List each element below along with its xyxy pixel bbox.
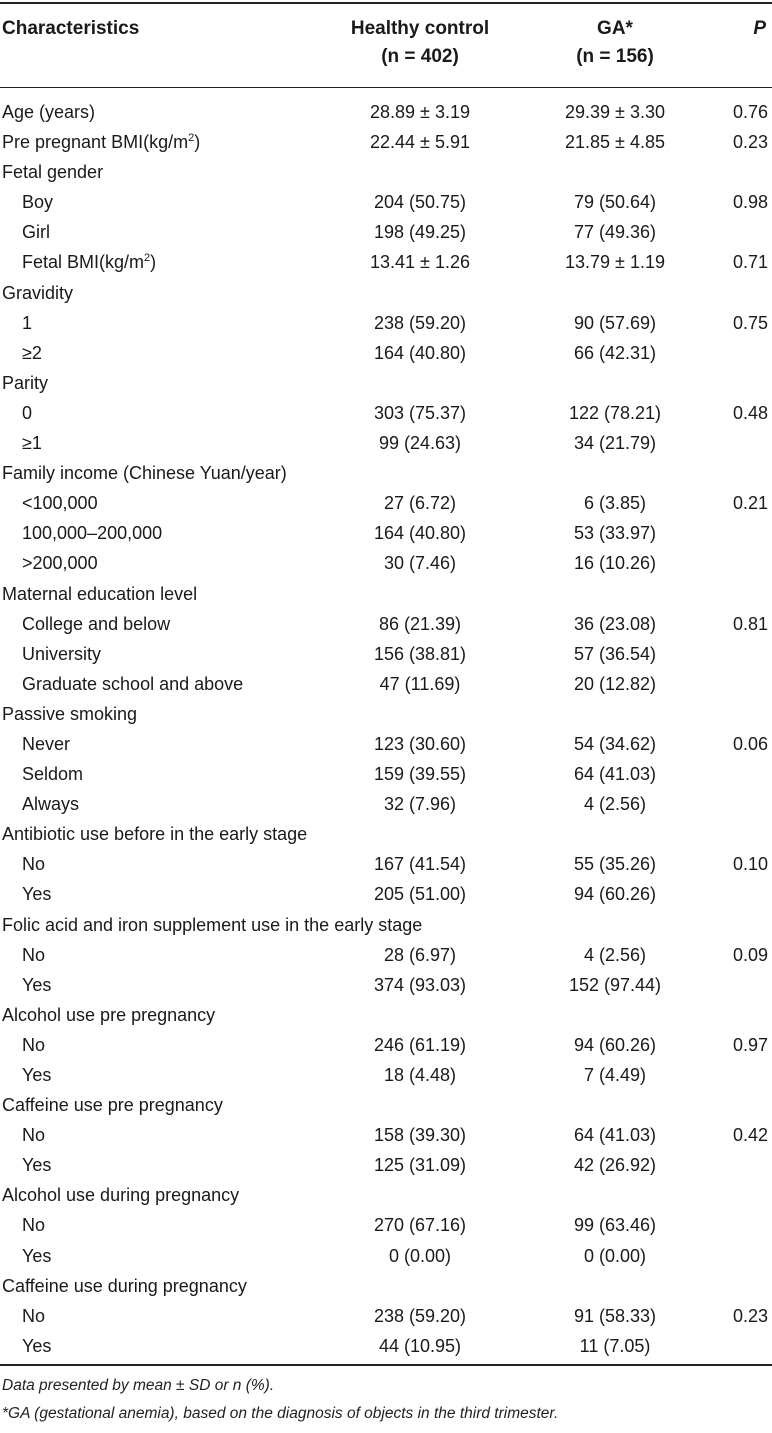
- row-label: [2, 1271, 247, 1301]
- ga-value: 91 (58.33): [573, 1305, 657, 1326]
- table-row: [0, 789, 772, 819]
- row-label-text: ≥2: [22, 342, 42, 363]
- row-label-text: No: [22, 1034, 46, 1055]
- row-label-text: Yes: [22, 1335, 52, 1356]
- healthy-control-value: 303 (75.37): [373, 402, 467, 423]
- row-label-text: 100,000–200,000: [22, 523, 163, 544]
- table-row: [0, 1150, 772, 1180]
- ga-value: 11 (7.05): [579, 1335, 651, 1356]
- row-label: [2, 368, 48, 398]
- healthy-control-value: 158 (39.30): [373, 1125, 467, 1146]
- row-label-text: Gravidity: [2, 282, 74, 303]
- row-label: [22, 217, 50, 247]
- healthy-control-value: 156 (38.81): [373, 643, 467, 664]
- row-label: [22, 308, 32, 338]
- row-label: [22, 639, 101, 669]
- table-row-category: [0, 699, 772, 729]
- ga-value: 13.79 ± 1.19: [565, 252, 665, 273]
- table-row-category: [0, 1271, 772, 1301]
- ga-value: 0 (0.00): [583, 1245, 647, 1266]
- healthy-control-value: 28 (6.97): [383, 944, 457, 965]
- table-row: [0, 1030, 772, 1060]
- row-label-text: Girl: [22, 222, 50, 243]
- row-label: [22, 879, 51, 909]
- table-body: [0, 97, 772, 1361]
- table-row: [0, 548, 772, 578]
- healthy-control-value: 164 (40.80): [373, 342, 467, 363]
- row-label-text: College and below: [22, 613, 171, 634]
- row-label: [2, 127, 200, 157]
- row-label: [22, 789, 79, 819]
- top-rule: [0, 2, 772, 4]
- ga-value: 42 (26.92): [573, 1155, 657, 1176]
- row-label-text: Boy: [22, 192, 54, 213]
- row-label: [22, 1241, 51, 1271]
- p-value: 0.21: [732, 493, 768, 514]
- table-notes: [2, 1372, 770, 1428]
- table-row-category: [0, 819, 772, 849]
- row-label: [2, 910, 422, 940]
- row-label: [22, 548, 98, 578]
- row-label: [22, 488, 98, 518]
- row-label: [22, 669, 243, 699]
- ga-value: 34 (21.79): [573, 433, 657, 454]
- ga-value: 4 (2.56): [583, 794, 647, 815]
- ga-value: 152 (97.44): [568, 974, 662, 995]
- row-label-text: Age (years): [2, 102, 96, 122]
- healthy-control-value: 27 (6.72): [383, 493, 457, 514]
- row-label: [22, 1331, 51, 1361]
- row-label: [22, 338, 42, 368]
- healthy-control-value: 159 (39.55): [373, 764, 467, 785]
- row-label-text: Maternal education level: [2, 583, 198, 604]
- healthy-control-value: 18 (4.48): [383, 1065, 457, 1085]
- p-value: 0.81: [732, 613, 768, 634]
- p-value: 0.48: [732, 402, 768, 423]
- row-label-text: Always: [22, 794, 80, 815]
- p-value: 0.10: [732, 854, 768, 875]
- bottom-rule: [0, 1364, 772, 1366]
- table-row: [0, 1210, 772, 1240]
- healthy-control-value: 22.44 ± 5.91: [370, 132, 470, 153]
- row-label: [22, 849, 45, 879]
- row-label-suffix: ): [150, 252, 157, 273]
- row-label-text: No: [22, 1305, 46, 1326]
- healthy-control-value: 47 (11.69): [379, 673, 461, 694]
- ga-value: 20 (12.82): [573, 673, 657, 694]
- ga-value: 36 (23.08): [573, 613, 657, 634]
- row-label: [22, 428, 42, 458]
- table-row: [0, 849, 772, 879]
- row-label: [2, 1180, 239, 1210]
- table-row-category: [0, 579, 772, 609]
- table-row: [0, 970, 772, 1000]
- ga-value: 77 (49.36): [573, 222, 657, 243]
- row-label: [22, 1060, 51, 1090]
- row-label-text: Alcohol use during pregnancy: [2, 1185, 240, 1206]
- table-row: [0, 428, 772, 458]
- row-label-text: No: [22, 944, 46, 965]
- row-label: [22, 1301, 45, 1331]
- table-row: [0, 187, 772, 217]
- row-label-text: Fetal BMI(kg/m: [22, 252, 145, 273]
- ga-value: 55 (35.26): [573, 854, 657, 875]
- healthy-control-value: 28.89 ± 3.19: [370, 102, 470, 122]
- row-label-text: No: [22, 1125, 46, 1146]
- table-row: [0, 879, 772, 909]
- table-row: [0, 729, 772, 759]
- healthy-control-value: 123 (30.60): [373, 733, 467, 754]
- ga-value: 64 (41.03): [573, 764, 657, 785]
- table-row: [0, 940, 772, 970]
- row-label-suffix: ): [194, 132, 201, 153]
- row-label: [22, 940, 45, 970]
- row-label-text: 0: [22, 402, 33, 423]
- header-ga: [540, 15, 690, 71]
- row-label-text: Antibiotic use before in the early stage: [2, 824, 308, 845]
- healthy-control-value: 167 (41.54): [373, 854, 467, 875]
- healthy-control-value: 44 (10.95): [378, 1335, 462, 1356]
- ga-value: 53 (33.97): [573, 523, 657, 544]
- p-value: 0.09: [732, 944, 768, 965]
- row-label-text: Passive smoking: [2, 703, 138, 724]
- p-value: 0.23: [732, 132, 768, 153]
- table-row: [0, 247, 772, 277]
- ga-value: 54 (34.62): [573, 733, 657, 754]
- table-row: [0, 518, 772, 548]
- healthy-control-value: 0 (0.00): [388, 1245, 452, 1266]
- table-row-category: [0, 458, 772, 488]
- row-label: [2, 699, 137, 729]
- row-label: [2, 278, 73, 308]
- table-row: [0, 1060, 772, 1090]
- row-label-text: Caffeine use during pregnancy: [2, 1275, 247, 1296]
- table-row: [0, 308, 772, 338]
- row-label-text: Yes: [22, 974, 52, 995]
- table-row: [0, 398, 772, 428]
- ga-value: 94 (60.26): [573, 884, 657, 905]
- table-row: [0, 1241, 772, 1271]
- healthy-control-value: 32 (7.96): [383, 794, 457, 815]
- header-characteristics: Characteristics: [2, 18, 140, 39]
- row-label: [22, 1120, 45, 1150]
- p-value: 0.97: [732, 1034, 768, 1055]
- ga-value: 94 (60.26): [573, 1034, 657, 1055]
- p-value: 0.06: [732, 733, 768, 754]
- table-row-category: [0, 1090, 772, 1120]
- table-row-category: [0, 157, 772, 187]
- row-label-text: Yes: [22, 884, 52, 905]
- table-header: [0, 12, 772, 82]
- ga-value: 66 (42.31): [573, 342, 657, 363]
- row-label-text: Alcohol use pre pregnancy: [2, 1004, 216, 1025]
- table-row-category: [0, 910, 772, 940]
- healthy-control-value: 238 (59.20): [373, 312, 467, 333]
- healthy-control-value: 270 (67.16): [373, 1215, 467, 1236]
- header-healthy-control-n: (n = 402): [381, 46, 459, 67]
- ga-value: 99 (63.46): [573, 1215, 657, 1236]
- p-value: 0.23: [732, 1305, 768, 1326]
- row-label: [22, 729, 70, 759]
- row-label-superscript: 2: [188, 132, 195, 145]
- row-label: [22, 1030, 45, 1060]
- table-row: [0, 338, 772, 368]
- header-healthy-control-label: Healthy control: [350, 18, 490, 39]
- table-row: [0, 759, 772, 789]
- row-label-text: 1: [22, 312, 33, 333]
- row-label-text: <100,000: [22, 493, 98, 514]
- row-label-text: ≥1: [22, 433, 42, 454]
- row-label: [2, 458, 287, 488]
- ga-value: 90 (57.69): [573, 312, 657, 333]
- table-row-category: [0, 368, 772, 398]
- table-row: [0, 609, 772, 639]
- healthy-control-value: 374 (93.03): [373, 974, 467, 995]
- header-p: P: [753, 18, 766, 39]
- note-ga-definition: *GA (gestational anemia), based on the diagnosis of objects in the third trimester.: [2, 1405, 559, 1422]
- row-label-text: Folic acid and iron supplement use in the early stage: [2, 914, 423, 935]
- p-value: 0.76: [732, 102, 768, 122]
- p-value: 0.71: [732, 252, 768, 273]
- note-data-presented: Data presented by mean ± SD or n (%).: [2, 1377, 275, 1394]
- row-label-superscript: 2: [144, 252, 151, 265]
- ga-value: 79 (50.64): [573, 192, 657, 213]
- row-label: [22, 759, 83, 789]
- row-label-text: Yes: [22, 1065, 52, 1085]
- row-label: [22, 187, 53, 217]
- healthy-control-value: 164 (40.80): [373, 523, 467, 544]
- header-healthy-control: [310, 15, 530, 71]
- healthy-control-value: 198 (49.25): [373, 222, 467, 243]
- row-label: [22, 1150, 51, 1180]
- healthy-control-value: 204 (50.75): [373, 192, 467, 213]
- table-row-category: [0, 1000, 772, 1030]
- row-label-text: Parity: [2, 372, 49, 393]
- header-rule: [0, 87, 772, 88]
- row-label-text: >200,000: [22, 553, 98, 574]
- row-label-text: Family income (Chinese Yuan/year): [2, 463, 287, 484]
- row-label-text: Fetal gender: [2, 162, 104, 183]
- row-label-text: University: [22, 643, 102, 664]
- healthy-control-value: 13.41 ± 1.26: [370, 252, 470, 273]
- row-label: [2, 97, 95, 127]
- table-row: [0, 639, 772, 669]
- row-label-text: No: [22, 854, 46, 875]
- ga-value: 64 (41.03): [573, 1125, 657, 1146]
- table-row-category: [0, 1180, 772, 1210]
- ga-value: 122 (78.21): [568, 402, 662, 423]
- header-ga-label: GA*: [597, 18, 633, 39]
- row-label-text: Yes: [22, 1155, 52, 1176]
- healthy-control-value: 205 (51.00): [373, 884, 467, 905]
- row-label: [2, 157, 103, 187]
- row-label: [22, 518, 162, 548]
- row-label: [22, 398, 32, 428]
- row-label-text: Seldom: [22, 764, 84, 785]
- table-row: [0, 488, 772, 518]
- p-value: 0.98: [732, 192, 768, 213]
- row-label: [22, 247, 156, 277]
- row-label-text: No: [22, 1215, 46, 1236]
- table-row: [0, 669, 772, 699]
- ga-value: 57 (36.54): [573, 643, 657, 664]
- healthy-control-value: 246 (61.19): [373, 1034, 467, 1055]
- healthy-control-value: 86 (21.39): [378, 613, 462, 634]
- table-row: [0, 1120, 772, 1150]
- row-label: [22, 609, 170, 639]
- table-row-category: [0, 127, 772, 157]
- ga-value: 21.85 ± 4.85: [565, 132, 665, 153]
- ga-value: 16 (10.26): [573, 553, 657, 574]
- table-row-category: [0, 97, 772, 127]
- healthy-control-value: 125 (31.09): [373, 1155, 467, 1176]
- ga-value: 6 (3.85): [583, 493, 647, 514]
- row-label: [2, 579, 197, 609]
- row-label-text: Caffeine use pre pregnancy: [2, 1095, 223, 1116]
- row-label: [2, 819, 307, 849]
- ga-value: 29.39 ± 3.30: [565, 102, 665, 122]
- healthy-control-value: 99 (24.63): [378, 433, 462, 454]
- row-label-text: Pre pregnant BMI(kg/m: [2, 132, 189, 153]
- row-label: [22, 1210, 45, 1240]
- table-row: [0, 1301, 772, 1331]
- ga-value: 4 (2.56): [583, 944, 647, 965]
- table-row: [0, 1331, 772, 1361]
- header-ga-n: (n = 156): [576, 46, 654, 67]
- row-label-text: Graduate school and above: [22, 673, 244, 694]
- row-label-text: Yes: [22, 1245, 52, 1266]
- healthy-control-value: 30 (7.46): [383, 553, 457, 574]
- row-label: [2, 1090, 223, 1120]
- p-value: 0.42: [732, 1125, 768, 1146]
- row-label-text: Never: [22, 733, 71, 754]
- ga-value: 7 (4.49): [583, 1065, 647, 1085]
- row-label: [22, 970, 51, 1000]
- healthy-control-value: 238 (59.20): [373, 1305, 467, 1326]
- table-row: [0, 217, 772, 247]
- p-value: 0.75: [732, 312, 768, 333]
- row-label: [2, 1000, 215, 1030]
- table-row-category: [0, 278, 772, 308]
